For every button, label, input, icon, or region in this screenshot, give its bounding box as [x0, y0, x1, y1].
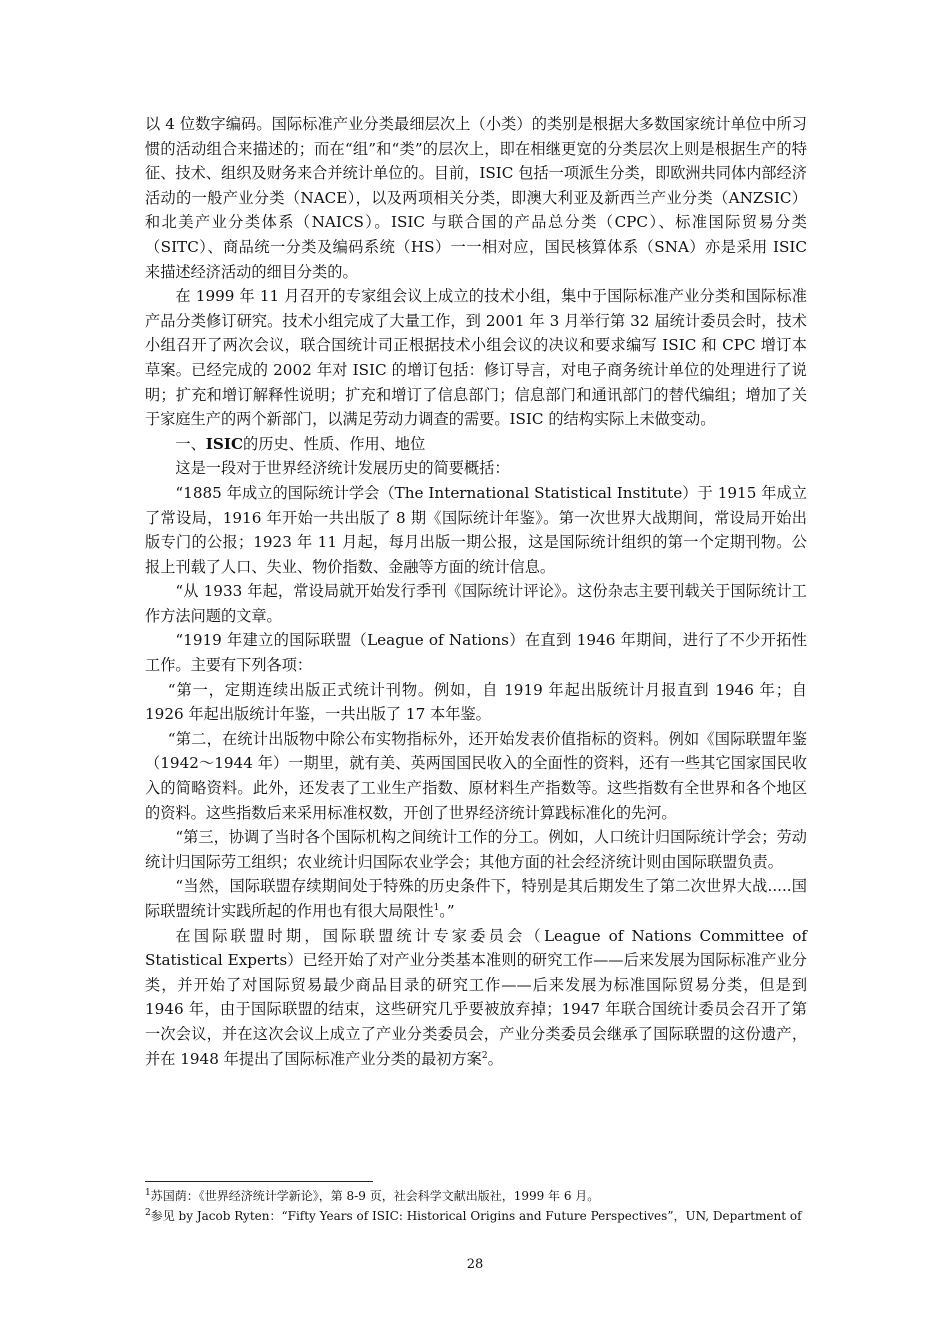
- footnote-number: 2: [145, 1208, 151, 1218]
- quote-paragraph: “从 1933 年起，常设局就开始发行季刊《国际统计评论》。这份杂志主要刊载关于国际统计工作方法问题的文章。: [145, 582, 807, 625]
- quote-paragraph: “第三，协调了当时各个国际机构之间统计工作的分工。例如，人口统计归国际统计学会；劳动统计归国际劳工组织；农业统计归国际农业学会；其他方面的社会经济统计则由国际联盟负责。: [145, 828, 807, 871]
- footnote-text: 苏国荫：《世界经济统计学新论》，第 8-9 页，社会科学文献出版社，1999 年 6 月。: [150, 1189, 600, 1203]
- quote-paragraph: “1885 年成立的国际统计学会（The International Statistical Institute）于 1915 年成立了常设局，1916 年开始一共出版了 8 期《国际统计年鉴》。第一次世界大战期间，常设局开始出版专门的公报；1923 年 11 月起，每月出版一期公报，这是国际统计组织的第一个定期刊物。公报上刊载了人口、失业、物价指数、金融等方面的统计信息。: [145, 483, 807, 576]
- body-text: [145, 112, 807, 1071]
- footnote-text: 参见 by Jacob Ryten：“Fifty Years of ISIC: Historical Origins and Future Perspectives”，UN, Department of: [150, 1209, 802, 1223]
- footnotes: [145, 1186, 807, 1226]
- section-heading-rest: 的历史、性质、作用、地位: [243, 434, 426, 453]
- footnote-number: 1: [145, 1188, 151, 1198]
- quote-paragraph: “1919 年建立的国际联盟（League of Nations）在直到 1946 年期间，进行了不少开拓性工作。主要有下列各项：: [145, 631, 807, 675]
- footnote: [145, 1206, 807, 1226]
- final-paragraph-text: 在国际联盟时期，国际联盟统计专家委员会（League of Nations Committee of Statistical Experts）已经开始了对产业分类基本准则的研究工作——后来发展为国际标准产业分类，并开始了对国际贸易最少商品目录的研究工作——后来发展为标准国际贸易分类，但是到 1946 年，由于国际联盟的结束，这些研究几乎要被放弃掉；1947 年联合国统计委员会召开了第一次会议，并在这次会议上成立了产业分类委员会，产业分类委员会继承了国际联盟的这份遗产，并在 1948 年提出了国际标准产业分类的最初方案: [145, 926, 807, 1068]
- quote-paragraph: “第一，定期连续出版正式统计刊物。例如，自 1919 年起出版统计月报直到 1946 年；自 1926 年起出版统计年鉴，一共出版了 17 本年鉴。: [145, 680, 807, 724]
- intro-line: 这是一段对于世界经济统计发展历史的简要概括：: [175, 459, 510, 478]
- page-number: 28: [466, 1257, 484, 1272]
- footnote-ref: 2: [481, 1050, 488, 1061]
- paragraph-technical-group: 在 1999 年 11 月召开的专家组会议上成立的技术小组，集中于国际标准产业分类和国际标准产品分类修订研究。技术小组完成了大量工作，到 2001 年 3 月举行第 32 届统计委员会时，技术小组召开了两次会议，联合国统计司正根据技术小组会议的决议和要求编写 ISIC 和 CPC 增订本草案。已经完成的 2002 年对 ISIC 的增订包括：修订导言，对电子商务统计单位的处理进行了说明；扩充和增订解释性说明；扩充和增订了信息部门；信息部门和通讯部门的替代编组；增加了关于家庭生产的两个新部门，以满足劳动力调查的需要。ISIC 的结构实际上未做变动。: [145, 287, 807, 429]
- section-heading: [145, 432, 807, 457]
- final-paragraph-end: 。: [487, 1049, 503, 1068]
- footnote-divider: [145, 1181, 373, 1182]
- quote-paragraph: “第二，在统计出版物中除公布实物指标外，还开始发表价值指标的资料。例如《国际联盟年鉴（1942～1944 年）一期里，就有美、英两国国民收入的全面性的资料，还有一些其它国家国民收入的简略资料。此外，还发表了工业生产指数、原材料生产指数等。这些指数有全世界和各个地区的资料。这些指数后来采用标准权数，开创了世界经济统计算践标准化的先河。: [145, 729, 807, 822]
- section-heading-bold: ISIC: [205, 434, 244, 453]
- footnote-ref: 1: [433, 902, 440, 913]
- footnote: [145, 1186, 807, 1206]
- quote-last-text: “当然，国际联盟存续期间处于特殊的历史条件下，特别是其后期发生了第二次世界大战.....国际联盟统计实践所起的作用也有很大局限性: [145, 877, 807, 920]
- section-heading-prefix: 一、: [175, 434, 206, 453]
- paragraph-league-committee: [145, 924, 807, 1072]
- paragraph-continued: 以 4 位数字编码。国际标准产业分类最细层次上（小类）的类别是根据大多数国家统计单位中所习惯的活动组合来描述的；而在“组”和“类”的层次上，即在相继更宽的分类层次上则是根据生产的特征、技术、组织及财务来合并统计单位的。目前，ISIC 包括一项派生分类，即欧洲共同体内部经济活动的一般产业分类（NACE），以及两项相关分类，即澳大利亚及新西兰产业分类（ANZSIC）和北美产业分类体系（NAICS）。ISIC 与联合国的产品总分类（CPC）、标准国际贸易分类（SITC）、商品统一分类及编码系统（HS）一一相对应，国民核算体系（SNA）亦是采用 ISIC 来描述经济活动的细目分类的。: [145, 115, 807, 281]
- quote-last-end: 。”: [439, 902, 455, 920]
- quote-paragraph-last: [145, 874, 807, 923]
